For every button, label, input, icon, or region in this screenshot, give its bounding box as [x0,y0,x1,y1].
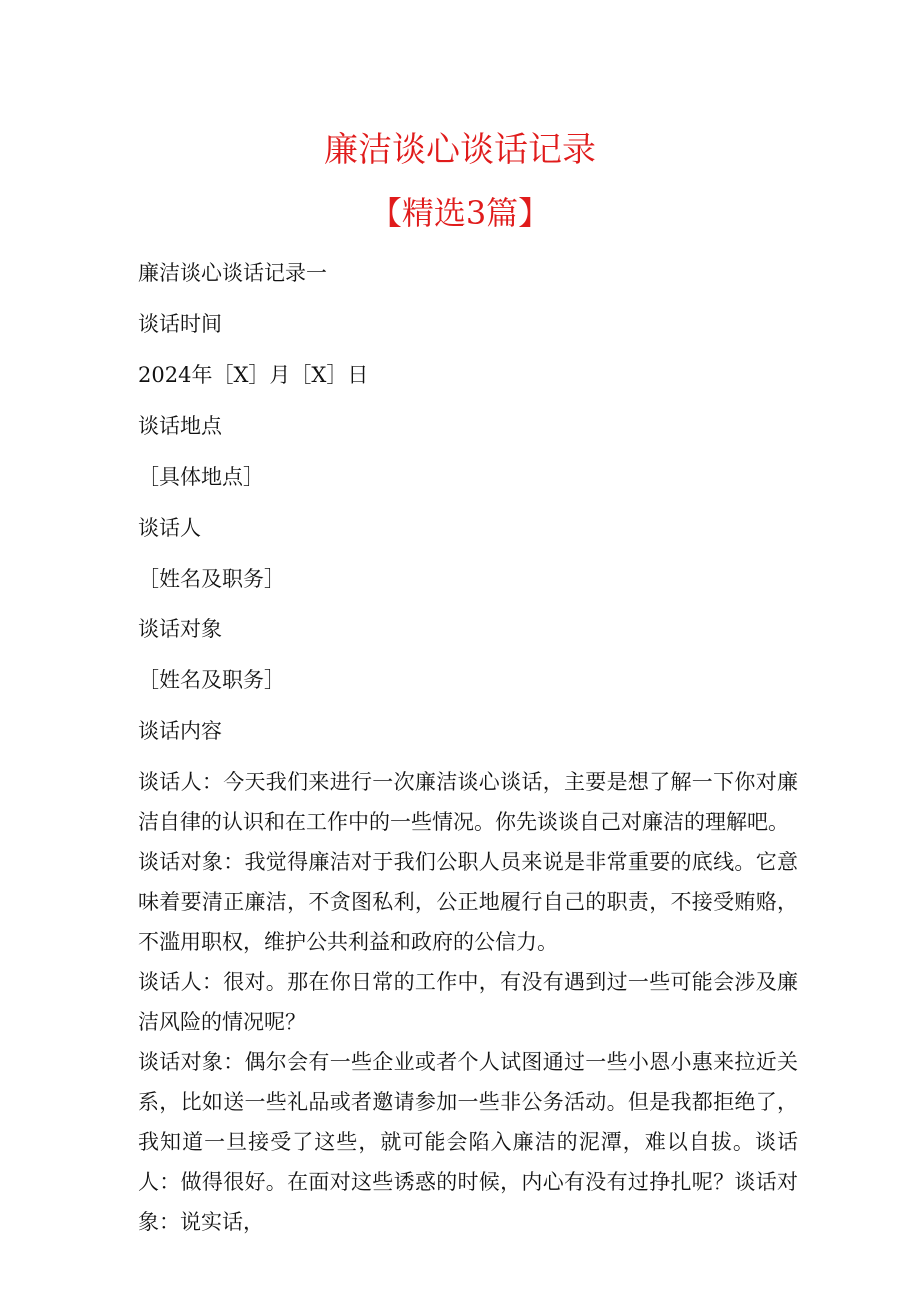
dialogue-paragraph: 谈话人：今天我们来进行一次廉洁谈心谈话，主要是想了解一下你对廉洁自律的认识和在工作中的一些情况。你先谈谈自己对廉洁的理解吧。 [138,770,798,834]
field-label-speaker: 谈话人 [138,516,201,540]
dialogue-paragraph: 谈话人：很对。那在你日常的工作中，有没有遇到过一些可能会涉及廉洁风险的情况呢？ [138,970,798,1034]
document-title: 廉洁谈心谈话记录 [324,130,596,170]
field-value-interviewee: ［姓名及职务］ [138,668,285,692]
field-label-interviewee: 谈话对象 [138,617,222,641]
section-heading: 廉洁谈心谈话记录一 [138,261,327,285]
field-label-time: 谈话时间 [138,312,222,336]
field-value-speaker: ［姓名及职务］ [138,567,285,591]
dialogue-paragraph: 谈话对象：偶尔会有一些企业或者个人试图通过一些小恩小惠来拉近关系，比如送一些礼品或者邀请参加一些非公务活动。但是我都拒绝了，我知道一旦接受了这些，就可能会陷入廉洁的泥潭，难以自拔。谈话人：做得很好。在面对这些诱惑的时候，内心有没有过挣扎呢？谈话对象：说实话， [138,1050,798,1234]
field-label-location: 谈话地点 [138,414,222,438]
dialogue-paragraph: 谈话对象：我觉得廉洁对于我们公职人员来说是非常重要的底线。它意味着要清正廉洁，不贪图私利，公正地履行自己的职责，不接受贿赂，不滥用职权，维护公共利益和政府的公信力。 [138,850,798,954]
field-value-location: ［具体地点］ [138,465,264,489]
document-subtitle: 【精选3篇】 [369,194,551,232]
field-value-time: 2024年［X］月［X］日 [138,363,369,387]
content-label: 谈话内容 [138,719,222,743]
